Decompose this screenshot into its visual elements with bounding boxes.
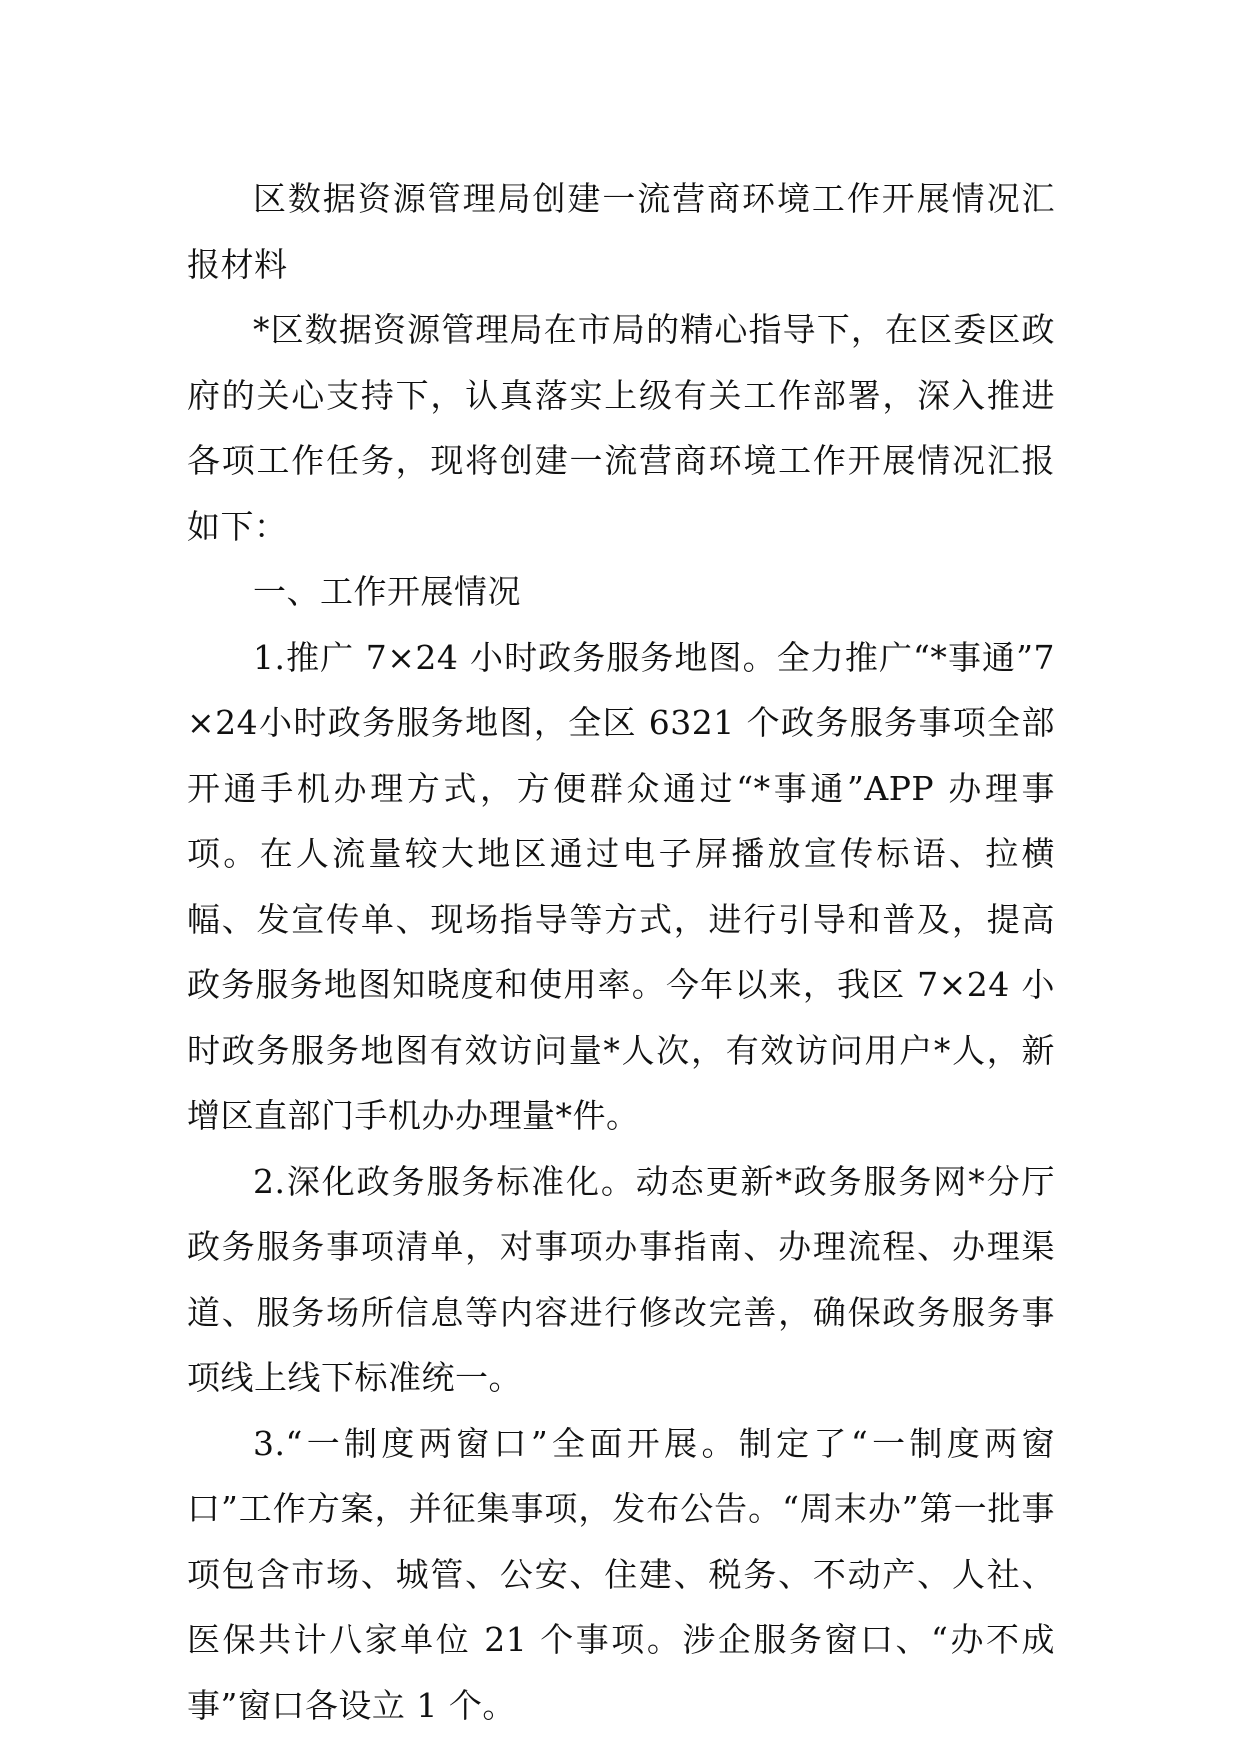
intro-paragraph: *区数据资源管理局在市局的精心指导下，在区委区政府的关心支持下，认真落实上级有关工作部署，深入推进各项工作任务，现将创建一流营商环境工作开展情况汇报如下： bbox=[187, 310, 1055, 546]
paragraph-3: 3.“一制度两窗口”全面开展。制定了“一制度两窗口”工作方案，并征集事项，发布公告。“周末办”第一批事项包含市场、城管、公安、住建、税务、不动产、人社、医保共计八家单位 21 个事项。涉企服务窗口、“办不成事”窗口各设立 1 个。 bbox=[187, 1423, 1055, 1725]
paragraph-2: 2.深化政务服务标准化。动态更新*政务服务网*分厅政务服务事项清单，对事项办事指南、办理流程、办理渠道、服务场所信息等内容进行修改完善，确保政务服务事项线上线下标准统一。 bbox=[187, 1161, 1055, 1397]
section-heading: 一、工作开展情况 bbox=[253, 572, 521, 611]
document-title: 区数据资源管理局创建一流营商环境工作开展情况汇报材料 bbox=[187, 179, 1055, 284]
paragraph-1: 1.推广 7×24 小时政务服务地图。全力推广“*事通”7×24小时政务服务地图，全区 6321 个政务服务事项全部开通手机办理方式，方便群众通过“*事通”APP 办理事项。在人流量较大地区通过电子屏播放宣传标语、拉横幅、发宣传单、现场指导等方式，进行引导和普及，提高政务服务地图知晓度和使用率。今年以来，我区 7×24 小时政务服务地图有效访问量*人次，有效访问用户*人，新增区直部门手机办办理量*件。 bbox=[187, 637, 1055, 1135]
document-body bbox=[187, 166, 1055, 1738]
